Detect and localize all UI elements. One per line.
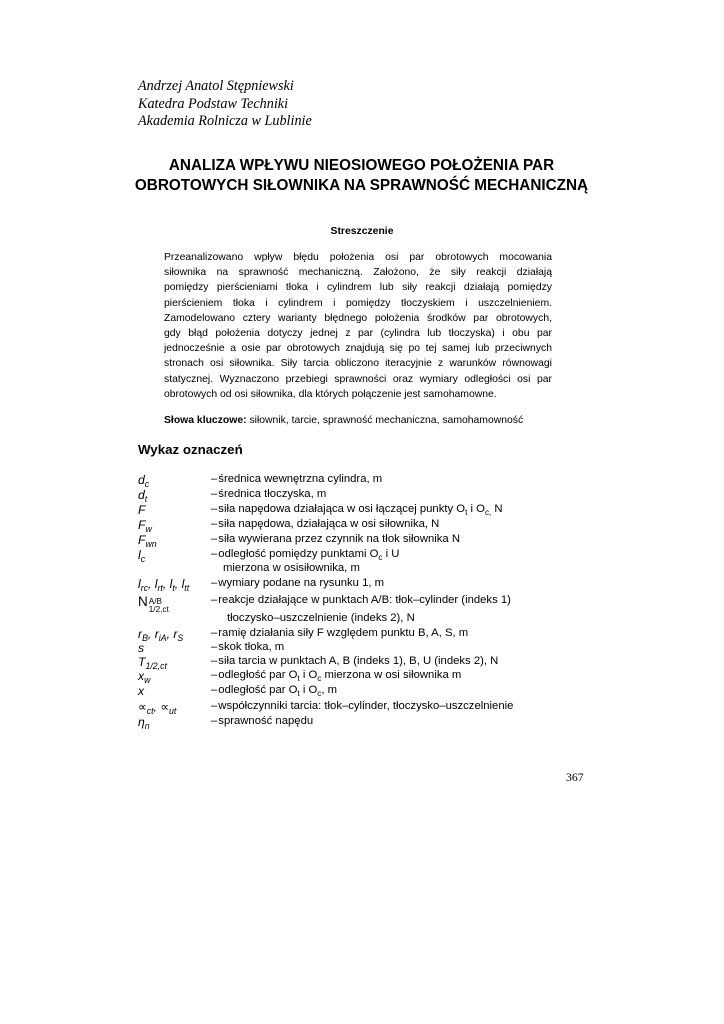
symbol-definition: –średnica wewnętrzna cylindra, m	[211, 473, 383, 485]
symbol: s	[138, 641, 145, 655]
symbol: x	[138, 684, 145, 698]
symbol: $F_w$	[138, 518, 152, 534]
symbol-definition: –ramię działania siły F względem punktu B, A, S, m	[211, 627, 469, 639]
symbol-definition: –siła tarcia w punktach A, B (indeks 1), B, U (indeks 2), N	[211, 655, 499, 667]
abstract-line: gdy błąd położenia dotyczy jednej z par (cylindra lub tłoczyska) i obu par	[164, 327, 552, 339]
symbol: $l_{rc}$, $l_{rt}$, $l_t$, $l_{tt}$	[138, 577, 190, 593]
symbol: N A/B 1/2,ct	[138, 594, 169, 614]
abstract-heading: Streszczenie	[330, 226, 394, 237]
author-block	[138, 78, 312, 131]
abstract-line: Zamodelowano cztery warianty błędnego położenia środków par obrotowych,	[164, 312, 552, 324]
title-line: ANALIZA WPŁYWU NIEOSIOWEGO POŁOŻENIA PAR	[168, 157, 555, 174]
symbol-definition-continued: tłoczysko–uszczelnienie (indeks 2), N	[227, 612, 415, 624]
symbols-heading: Wykaz oznaczeń	[138, 442, 243, 457]
symbol-definition: –reakcje działające w punktach A/B: tłok–cylinder (indeks 1)	[211, 594, 511, 606]
symbol-definition: –współczynniki tarcia: tłok–cylinder, tłoczysko–uszczelnienie	[211, 700, 514, 712]
symbol: $d_t$	[138, 488, 148, 504]
keywords-label: Słowa kluczowe:	[164, 415, 247, 426]
symbol-definition: –średnica tłoczyska, m	[211, 488, 327, 500]
abstract-line: pierścieniem tłoka i cylindrem i pomiędzy tłoczyskiem i uszczelnieniem.	[164, 297, 552, 309]
symbol-definition: –odległość pomiędzy punktami $O_c$ i U	[211, 548, 400, 562]
author-department: Katedra Podstaw Techniki	[138, 95, 289, 112]
title-line: OBROTOWYCH SIŁOWNIKA NA SPRAWNOŚĆ MECHANICZNĄ	[134, 177, 589, 194]
abstract-line: statycznej. Wyznaczono przebiegi sprawności oraz wymiary odległości osi par	[164, 373, 552, 385]
symbol: $T_{1/2,ct}$	[138, 655, 167, 671]
symbol: $\propto_{ct}$, $\propto_{ut}$	[138, 700, 177, 716]
author-name: Andrzej Anatol Stępniewski	[138, 78, 294, 94]
abstract-line: siłownika na sprawność mechaniczną. Założono, że siły reakcji działają	[164, 267, 552, 279]
symbol-definition: –sprawność napędu	[211, 715, 314, 727]
symbol-definition: –wymiary podane na rysunku 1, m	[211, 577, 385, 589]
paper-title	[130, 156, 593, 196]
symbol: $F_{wn}$	[138, 533, 157, 549]
abstract-line: Przeanalizowano wpływ błędu położenia osi par obrotowych mocowania	[164, 252, 552, 263]
abstract	[164, 250, 552, 402]
symbol: F	[138, 503, 146, 517]
symbol-definition: –odległość par $O_t$ i $O_c$, m	[211, 684, 338, 698]
symbol-definition: –siła wywierana przez czynnik na tłok siłownika N	[211, 533, 461, 545]
abstract-line: obrotowych od osi siłownika, dla których połączenie jest samohamowne.	[164, 388, 497, 400]
symbol-definition: –odległość par $O_t$ i $O_c$ mierzona w osi siłownika m	[211, 669, 462, 683]
symbol: $l_c$	[138, 548, 146, 564]
keywords-text: siłownik, tarcie, sprawność mechaniczna, samohamowność	[246, 415, 524, 426]
abstract-line: pomiędzy pierścieniami tłoka i cylindrem lub siły reakcji działają pomiędzy	[164, 282, 552, 294]
symbol-definition: –siła napędowa, działająca w osi siłownika, N	[211, 518, 440, 530]
symbol-definition: –skok tłoka, m	[211, 641, 285, 653]
symbol: $d_c$	[138, 473, 150, 489]
page-number: 367	[566, 771, 584, 784]
author-institution: Akademia Rolnicza w Lublinie	[138, 113, 312, 129]
symbol: $r_B$, $r_{iA}$, $r_S$	[138, 627, 184, 643]
abstract-line: stronach osi siłownika. Siły tarcia obliczono iteracyjnie z warunków równowagi	[164, 358, 552, 370]
symbol: $\eta_n$	[138, 715, 150, 731]
symbol: $x_w$	[138, 669, 151, 685]
symbol-definition: –siła napędowa działająca w osi łączącej punkty $O_t$ i $O_{c,}$ N	[211, 503, 503, 517]
keywords	[164, 415, 523, 426]
symbol-definition-continued: mierzona w osisiłownika, m	[223, 562, 360, 574]
abstract-line: jednocześnie a osie par obrotowych znajdują się po tej samej lub przeciwnych	[164, 343, 552, 355]
